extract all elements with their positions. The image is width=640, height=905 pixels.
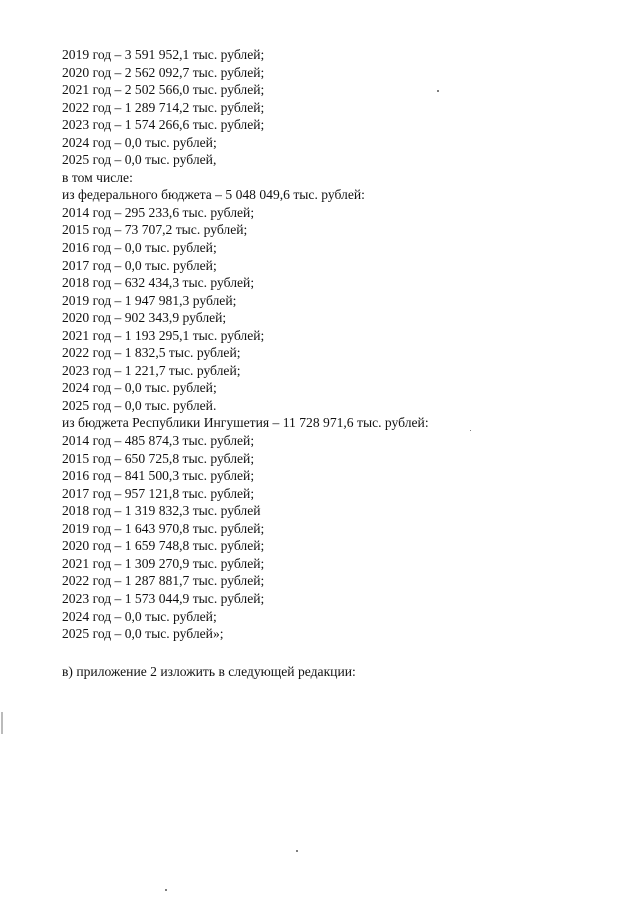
line-2025-total: 2025 год – 0,0 тыс. рублей, xyxy=(62,152,217,168)
scan-edge-mark xyxy=(1,712,3,734)
line-federal-2019: 2019 год – 1 947 981,3 рублей; xyxy=(62,292,237,308)
line-regional-2016: 2016 год – 841 500,3 тыс. рублей; xyxy=(62,468,255,484)
line-federal-budget-heading: из федерального бюджета – 5 048 049,6 тыс. рублей: xyxy=(62,187,365,203)
line-regional-2019: 2019 год – 1 643 970,8 тыс. рублей; xyxy=(62,520,265,536)
line-2019-total: 2019 год – 3 591 952,1 тыс. рублей; xyxy=(62,47,265,62)
line-regional-2025: 2025 год – 0,0 тыс. рублей»; xyxy=(62,626,224,642)
line-federal-2020: 2020 год – 902 343,9 рублей; xyxy=(62,310,227,326)
line-2023-total: 2023 год – 1 574 266,6 тыс. рублей; xyxy=(62,117,265,133)
line-federal-2024: 2024 год – 0,0 тыс. рублей; xyxy=(62,380,217,396)
line-regional-2020: 2020 год – 1 659 748,8 тыс. рублей; xyxy=(62,538,265,554)
line-regional-2024: 2024 год – 0,0 тыс. рублей; xyxy=(62,608,217,624)
line-2022-total: 2022 год – 1 289 714,2 тыс. рублей; xyxy=(62,99,265,115)
line-regional-2021: 2021 год – 1 309 270,9 тыс. рублей; xyxy=(62,555,265,571)
line-federal-2018: 2018 год – 632 434,3 тыс. рублей; xyxy=(62,275,255,291)
line-federal-2016: 2016 год – 0,0 тыс. рублей; xyxy=(62,240,217,256)
line-regional-2017: 2017 год – 957 121,8 тыс. рублей; xyxy=(62,485,255,501)
line-regional-2018: 2018 год – 1 319 832,3 тыс. рублей xyxy=(62,503,261,519)
line-federal-2021: 2021 год – 1 193 295,1 тыс. рублей; xyxy=(62,327,265,343)
line-federal-2014: 2014 год – 295 233,6 тыс. рублей; xyxy=(62,204,255,220)
line-regional-2014: 2014 год – 485 874,3 тыс. рублей; xyxy=(62,433,255,449)
line-including: в том числе: xyxy=(62,169,133,185)
line-2020-total: 2020 год – 2 562 092,7 тыс. рублей; xyxy=(62,64,265,80)
line-regional-2023: 2023 год – 1 573 044,9 тыс. рублей; xyxy=(62,590,265,606)
scan-speck xyxy=(437,90,439,92)
scan-speck xyxy=(296,850,298,852)
paragraph-gap xyxy=(62,643,622,663)
line-federal-2015: 2015 год – 73 707,2 тыс. рублей; xyxy=(62,222,248,238)
line-regional-2022: 2022 год – 1 287 881,7 тыс. рублей; xyxy=(62,573,265,589)
line-2021-total: 2021 год – 2 502 566,0 тыс. рублей; xyxy=(62,82,265,98)
closing-paragraph: в) приложение 2 изложить в следующей редакции: xyxy=(62,663,356,679)
document-body xyxy=(62,46,622,680)
scan-speck xyxy=(165,889,167,891)
line-federal-2022: 2022 год – 1 832,5 тыс. рублей; xyxy=(62,345,241,361)
line-regional-2015: 2015 год – 650 725,8 тыс. рублей; xyxy=(62,450,255,466)
line-federal-2017: 2017 год – 0,0 тыс. рублей; xyxy=(62,257,217,273)
scan-speck xyxy=(470,430,471,431)
line-regional-budget-heading: из бюджета Республики Ингушетия – 11 728 971,6 тыс. рублей: xyxy=(62,415,429,431)
line-2024-total: 2024 год – 0,0 тыс. рублей; xyxy=(62,134,217,150)
line-federal-2023: 2023 год – 1 221,7 тыс. рублей; xyxy=(62,362,241,378)
line-federal-2025: 2025 год – 0,0 тыс. рублей. xyxy=(62,397,217,413)
